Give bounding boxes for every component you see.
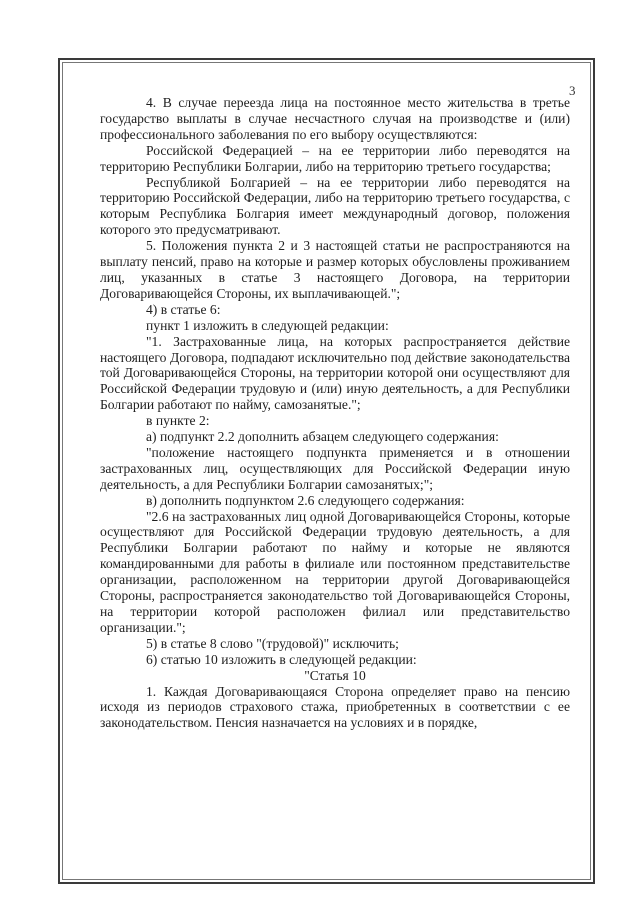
document-body [100,95,570,731]
paragraph: 4) в статье 6: [146,301,221,317]
paragraph: "1. Застрахованные лица, на которых распространяется действие настоящего Договора, подпадают исключительно под действие законодательства той Договаривающейся Стороны, на территории которой они осуществляют для Российской Федерации трудовую и (или) иную деятельность, а для Республики Болгарии работают по найму, самозанятые."; [100,333,570,413]
paragraph: Республикой Болгарией – на ее территории либо переводятся на территорию Российской Федерации, либо на территорию третьего государства, с которым Республика Болгария имеет международный договор, положения которого это предусматривают. [100,174,570,238]
paragraph: "2.6 на застрахованных лиц одной Договаривающейся Стороны, которые осуществляют для Российской Федерации трудовую деятельность, а для Республики Болгарии работают по найму и которые не являются командированными для работы в филиале или постоянном представительстве организации, расположенном на территории другой Договаривающейся Стороны, распространяется законодательство той Договаривающейся Стороны, на территории которой расположен филиал или представительство организации."; [100,508,570,635]
paragraph: Российской Федерацией – на ее территории либо переводятся на территорию Республики Болгарии, либо на территорию третьего государства; [100,142,570,174]
paragraph: 1. Каждая Договаривающаяся Сторона определяет право на пенсию исходя из периодов страхового стажа, приобретенных в соответствии с ее законодательством. Пенсия назначается на условиях и в порядке, [100,683,570,731]
paragraph: пункт 1 изложить в следующей редакции: [146,317,389,333]
paragraph: а) подпункт 2.2 дополнить абзацем следующего содержания: [146,429,499,445]
paragraph: 5) в статье 8 слово "(трудовой)" исключить; [146,635,399,651]
paragraph: "положение настоящего подпункта применяется и в отношении застрахованных лиц, осуществляющих для Российской Федерации иную деятельность, а для Республики Болгарии самозанятых;"; [100,444,570,492]
paragraph: в) дополнить подпунктом 2.6 следующего содержания: [146,492,465,508]
paragraph: "Статья 10 [304,667,366,683]
paragraph: 4. В случае переезда лица на постоянное место жительства в третье государство выплаты в случае несчастного случая на производстве и (или) профессионального заболевания по его выбору осуществляются: [100,95,570,142]
paragraph: 6) статью 10 изложить в следующей редакции: [146,651,417,667]
paragraph: 5. Положения пункта 2 и 3 настоящей статьи не распространяются на выплату пенсий, право на которые и размер которых обусловлены проживанием лиц, указанных в статье 3 настоящего Договора, на территории Договаривающейся Стороны, их выплачивающей."; [100,238,570,301]
paragraph: в пункте 2: [146,413,210,429]
page-number: 3 [569,83,576,98]
